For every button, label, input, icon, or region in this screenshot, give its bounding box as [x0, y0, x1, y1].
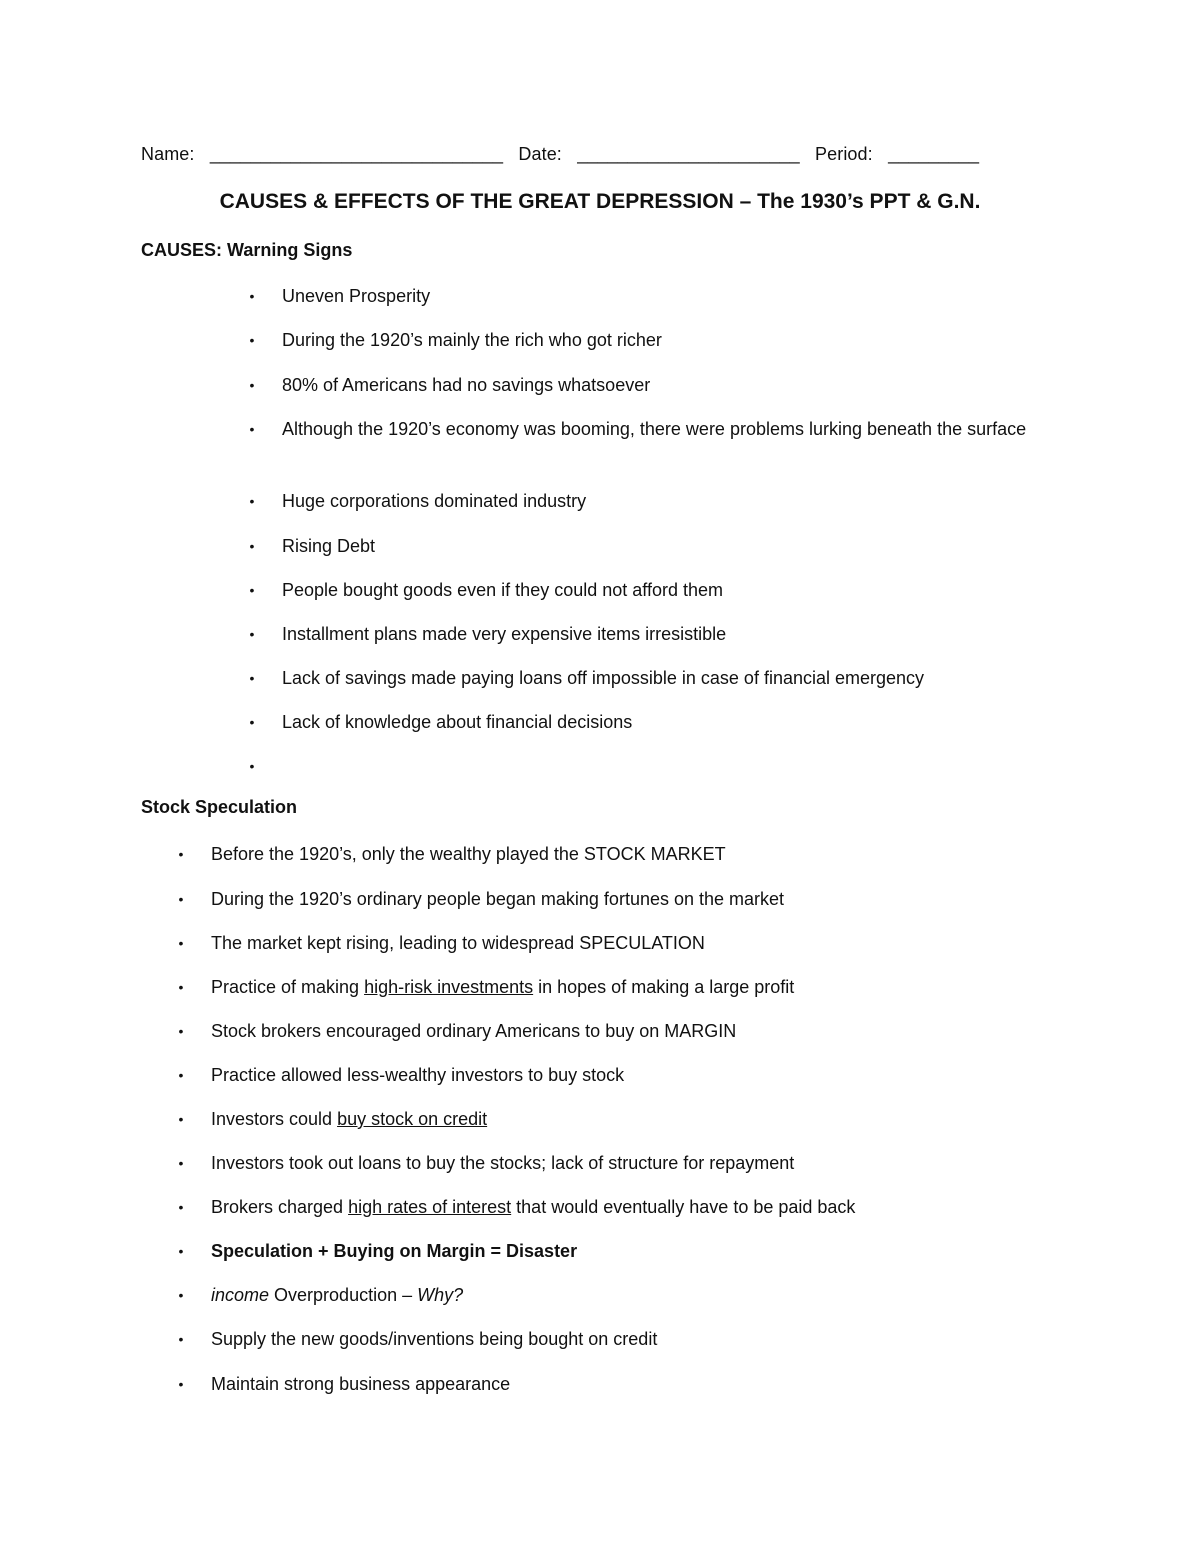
bullet-icon: •: [249, 758, 255, 774]
underlined-term: high-risk investments: [364, 977, 534, 997]
bullet-icon: •: [249, 626, 255, 642]
stock-speculation-heading: Stock Speculation: [141, 797, 298, 817]
bullet-icon: •: [249, 288, 255, 304]
underlined-term: high rates of interest: [348, 1197, 512, 1217]
bullet-icon: •: [249, 493, 255, 509]
causes-heading: CAUSES: Warning Signs: [141, 240, 353, 260]
bullet-icon: •: [249, 377, 255, 393]
date-label: Date:: [518, 144, 562, 164]
underlined-term: buy stock on credit: [337, 1109, 488, 1129]
bullet-icon: •: [178, 1155, 184, 1171]
bullet-icon: •: [249, 714, 255, 730]
student-info-line: [141, 144, 979, 165]
bullet-icon: •: [178, 846, 184, 862]
bullet-icon: •: [178, 891, 184, 907]
name-label: Name:: [141, 144, 195, 164]
bullet-icon: •: [178, 1023, 184, 1039]
bullet-icon: •: [178, 1243, 184, 1259]
period-blank[interactable]: _________: [888, 144, 980, 164]
bullet-icon: •: [178, 935, 184, 951]
date-blank[interactable]: ______________________: [577, 144, 800, 164]
document-title: CAUSES & EFFECTS OF THE GREAT DEPRESSION – The 1930’s PPT & G.N.: [219, 190, 981, 213]
bullet-icon: •: [249, 538, 255, 554]
bullet-icon: •: [249, 582, 255, 598]
bullet-icon: •: [178, 979, 184, 995]
bullet-icon: •: [249, 332, 255, 348]
bullet-icon: •: [178, 1111, 184, 1127]
bullet-icon: •: [178, 1331, 184, 1347]
name-blank[interactable]: _____________________________: [209, 144, 504, 164]
period-label: Period:: [815, 144, 873, 164]
bullet-icon: •: [178, 1376, 184, 1392]
bullet-icon: •: [249, 670, 255, 686]
bullet-icon: •: [249, 421, 255, 437]
bullet-icon: •: [178, 1067, 184, 1083]
bullet-icon: •: [178, 1199, 184, 1215]
bullet-icon: •: [178, 1287, 184, 1303]
